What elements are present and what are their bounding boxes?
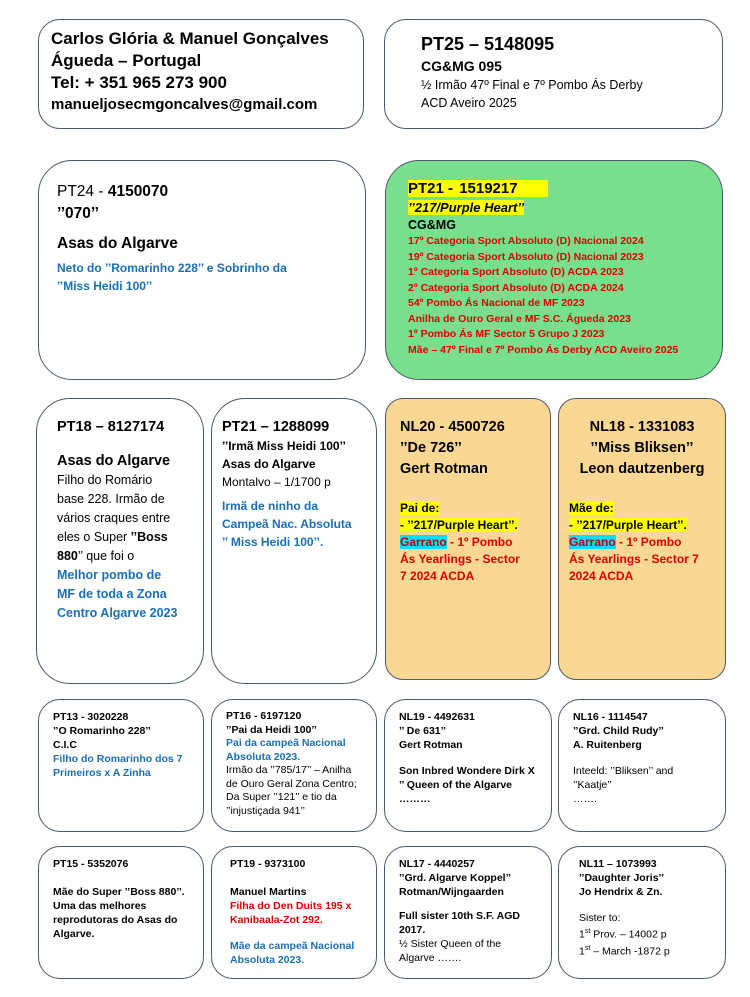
subject-note-2: ACD Aveiro 2025 <box>421 96 517 110</box>
gs2-role: Pai de: <box>400 501 440 515</box>
gd1-blue-line: ’’ Miss Heidi 100’’. <box>222 535 324 549</box>
gs1-desc <box>57 471 183 566</box>
gs2-child-2-line: 7 2024 ACDA <box>400 569 475 583</box>
dam-result: Mãe – 47º Final e 7º Pombo Ás Derby ACD Aveiro 2025 <box>408 343 679 356</box>
sire-breeder: Asas do Algarve <box>57 235 178 252</box>
ggp5-ring: PT15 - 5352076 <box>53 858 129 870</box>
ggp2-ring: PT16 - 6197120 <box>226 710 302 722</box>
ggp2-text-line: Irmão da ’’785/17’’ – Anilha <box>226 764 352 776</box>
gd2-child-1: - ’’217/Purple Heart’’. <box>569 518 687 532</box>
gd2-breeder: Leon dautzenberg <box>579 461 705 477</box>
ggp-card-5 <box>38 846 204 979</box>
ggp7-breeder: Rotman/Wijngaarden <box>399 886 504 898</box>
ggp8-ring: NL11 – 1073993 <box>579 858 657 870</box>
owner-names: Carlos Glória & Manuel Gonçalves <box>51 29 329 48</box>
ggp8-text-line: Sister to: <box>579 912 621 924</box>
gd1-name: ’’Irmã Miss Heidi 100’’ <box>222 439 346 453</box>
subject-note-1: ½ Irmão 47º Final e 7º Pombo Ás Derby <box>421 78 643 92</box>
ggp2-blue-line: Pai da campeã Nacional <box>226 737 346 749</box>
ggp7-text-line: Algarve ……. <box>399 952 462 964</box>
dam-result: Anilha de Ouro Geral e MF S.C. Águeda 2023 <box>408 312 631 325</box>
ggp4-text-line: ……. <box>573 793 597 805</box>
gs1-desc-line: 880’’ que foi o <box>57 549 135 563</box>
ggp1-breeder: C.I.C <box>53 739 77 751</box>
ggp6-blue-line: Mãe da campeã Nacional <box>230 940 355 952</box>
gs2-child-2-line: Ás Yearlings - Sector <box>400 552 520 566</box>
owner-email: manueljosecmgoncalves@gmail.com <box>51 96 318 113</box>
owner-location: Águeda – Portugal <box>51 51 202 70</box>
ggp-card-2 <box>211 699 377 832</box>
ggp1-name: ’’O Romarinho 228’’ <box>53 725 151 737</box>
ggp-card-8 <box>558 846 726 979</box>
sire-desc-1: Neto do ’’Romarinho 228’’ e Sobrinho da <box>57 261 287 275</box>
sire-desc-2: ’’Miss Heidi 100’’ <box>57 279 153 293</box>
gd2-ring: NL18 - 1331083 <box>589 419 695 435</box>
ggp1-blue-line: Primeiros x A Zinha <box>53 767 151 779</box>
granddam-paternal-card <box>211 398 377 684</box>
gs1-breeder: Asas do Algarve <box>57 453 171 469</box>
ggp3-text-line: Son Inbred Wondere Dirk X <box>399 765 535 777</box>
grandsire-paternal-card <box>36 398 204 684</box>
gd2-child-2-line: 2024 ACDA <box>569 569 634 583</box>
gd2-child-2-line: Ás Yearlings - Sector 7 <box>569 552 699 566</box>
gs1-blue-line: Centro Algarve 2023 <box>57 606 178 620</box>
dam-result: 19º Categoria Sport Absoluto (D) Nacional 2023 <box>408 250 644 263</box>
dam-result: 1º Categoria Sport Absoluto (D) ACDA 2023 <box>408 266 624 278</box>
dam-result: 2º Categoria Sport Absoluto (D) ACDA 2024 <box>408 281 624 294</box>
ggp3-text-line: ’’ Queen of the Algarve <box>399 779 512 791</box>
gd1-breeder: Asas do Algarve <box>222 457 316 471</box>
sire-name: ’’070’’ <box>57 205 99 222</box>
dam-result: 1º Pombo Ás MF Sector 5 Grupo J 2023 <box>408 328 605 340</box>
ggp8-result-2: 1st – March -1872 p <box>579 944 670 957</box>
gd1-blue-line: Irmã de ninho da <box>222 499 319 513</box>
gs2-breeder: Gert Rotman <box>400 461 488 477</box>
ggp-card-7 <box>384 846 552 979</box>
ggp2-text-line: Da Super ’’121’’ e tio da <box>226 791 337 803</box>
owner-phone: Tel: + 351 965 273 900 <box>51 73 227 92</box>
sire-ring: PT24 - 4150070 <box>57 183 169 200</box>
ggp3-breeder: Gert Rotman <box>399 739 463 751</box>
subject-card <box>384 19 723 129</box>
ggp3-name: ’’ De 631’’ <box>399 725 447 737</box>
subject-code: CG&MG 095 <box>421 58 502 74</box>
dam-result: 17º Categoria Sport Absoluto (D) Nacional 2024 <box>408 235 644 247</box>
gs2-offspring <box>400 500 536 585</box>
dam-name: ’’217/Purple Heart’’ <box>408 200 525 215</box>
ggp4-ring: NL16 - 1114547 <box>573 711 648 723</box>
gs1-desc-line: base 228. Irmão de <box>57 492 165 506</box>
gs1-ring: PT18 – 8127174 <box>57 419 165 435</box>
gd1-result: Montalvo – 1/1700 p <box>222 475 331 489</box>
ggp6-red-line: Filha do Den Duits 195 x <box>230 900 352 912</box>
dam-results <box>408 234 700 358</box>
ggp-card-6 <box>211 846 377 979</box>
gs1-desc-line: eles o Super ’’Boss <box>57 530 168 544</box>
ggp7-bold-line: 2017. <box>399 924 426 936</box>
contact-card <box>38 19 364 129</box>
gs1-blue <box>57 566 183 623</box>
ggp1-ring: PT13 - 3020228 <box>53 711 129 723</box>
gd2-offspring <box>569 500 715 585</box>
ggp4-breeder: A. Ruitenberg <box>573 739 642 751</box>
dam-ring: PT21 - 1519217 <box>408 179 700 199</box>
gd1-blue <box>222 497 366 551</box>
gs2-name: ’’De 726’’ <box>400 440 462 456</box>
ggp7-text-line: ½ Sister Queen of the <box>399 938 502 950</box>
ggp8-name: ’’Daughter Joris’’ <box>579 872 664 884</box>
ggp2-text-line: ’’injustiçada 941’’ <box>226 804 306 817</box>
ggp3-ring: NL19 - 4492631 <box>399 711 475 723</box>
granddam-maternal-card <box>558 398 726 680</box>
ggp2-name: ’’Pai da Heidi 100’’ <box>226 723 317 736</box>
dam-result: 54º Pombo Ás Nacional de MF 2023 <box>408 297 585 309</box>
gs1-blue-line: Melhor pombo de <box>57 568 162 582</box>
ggp2-text-line: de Ouro Geral Zona Centro; <box>226 777 357 790</box>
ggp7-ring: NL17 - 4440257 <box>399 858 475 870</box>
dam-card <box>385 160 723 380</box>
gd1-blue-line: Campeã Nac. Absoluta <box>222 517 352 531</box>
ggp6-breeder: Manuel Martins <box>230 886 307 898</box>
grandsire-maternal-card <box>385 398 551 680</box>
gd1-ring: PT21 – 1288099 <box>222 419 330 435</box>
ggp-card-1 <box>38 699 204 832</box>
ggp5-text-line: reprodutoras do Asas do <box>53 914 178 926</box>
gs2-ring: NL20 - 4500726 <box>400 419 505 435</box>
ggp2-blue-line: Absoluta 2023. <box>226 750 301 763</box>
ggp6-blue-line: Absoluta 2023. <box>230 954 305 966</box>
ggp4-name: ’’Grd. Child Rudy’’ <box>573 725 664 737</box>
gs1-blue-line: MF de toda a Zona <box>57 587 167 601</box>
ggp1-blue-line: Filho do Romarinho dos 7 <box>53 753 183 765</box>
ggp4-text-line: ’’Kaatje’’ <box>573 779 612 791</box>
ggp8-result-1: 1st Prov. – 14002 p <box>579 928 667 941</box>
gs2-child-2: Garrano - 1º Pombo <box>400 535 513 549</box>
ggp4-text-line: Inteeld: ’’Bliksen’’ and <box>573 765 674 777</box>
gs2-child-1: - ’’217/Purple Heart’’. <box>400 518 518 532</box>
ggp5-text-line: Mãe do Super ’’Boss 880’’. <box>53 886 185 898</box>
ggp8-breeder: Jo Hendrix & Zn. <box>579 886 663 898</box>
ggp6-ring: PT19 - 9373100 <box>230 858 306 870</box>
gs1-desc-line: Filho do Romário <box>57 473 153 487</box>
ggp7-name: ’’Grd. Algarve Koppel’’ <box>399 872 512 884</box>
subject-ring: PT25 – 5148095 <box>421 34 555 54</box>
ggp3-text-line: ……… <box>399 793 431 805</box>
ggp6-red-line: Kanibaala-Zot 292. <box>230 914 323 926</box>
ggp5-text-line: Uma das melhores <box>53 900 147 912</box>
gd2-role: Mãe de: <box>569 501 614 515</box>
gd2-name: ’’Miss Bliksen’’ <box>590 440 694 456</box>
gs1-desc-line: vários craques entre <box>57 511 171 525</box>
sire-card <box>38 160 366 380</box>
ggp-card-3 <box>384 699 552 832</box>
ggp-card-4 <box>558 699 726 832</box>
dam-breeder: CG&MG <box>408 218 456 232</box>
ggp7-bold-line: Full sister 10th S.F. AGD <box>399 910 520 922</box>
ggp5-text-line: Algarve. <box>53 928 95 940</box>
gd2-child-2: Garrano - 1º Pombo <box>569 535 682 549</box>
